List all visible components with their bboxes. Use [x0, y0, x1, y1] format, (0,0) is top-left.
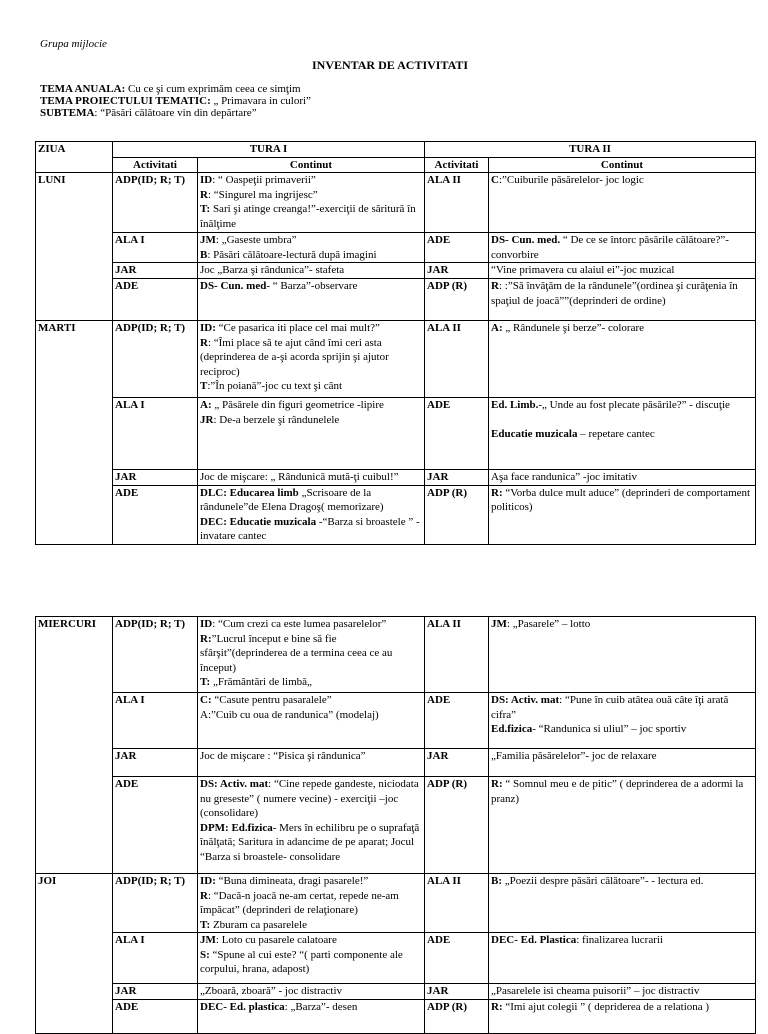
content-shift2: [489, 279, 756, 321]
content-key: Ed.fizica: [491, 723, 533, 736]
content-shift2: [489, 777, 756, 874]
activity-row: [36, 321, 756, 398]
content-line: [200, 889, 422, 918]
content-shift1: [198, 470, 425, 486]
annual-theme-label: TEMA ANUALA:: [40, 83, 126, 96]
content-text: “Casute pentru pasaralele”: [211, 694, 332, 706]
content-line: [491, 470, 753, 485]
annual-theme: [40, 83, 740, 95]
content-key: R:: [491, 778, 503, 790]
content-text: : “Cum crezi ca este lumea pasarelelor”: [212, 618, 387, 630]
content-shift1: [198, 173, 425, 233]
content-text: : “Pune în cuib atâtea ouă câte îţi arată cifra”: [491, 694, 729, 721]
day-cell: LUNI: [36, 173, 113, 321]
content-key: DPM: Ed.fizica: [200, 821, 273, 834]
activity-row: [36, 693, 756, 749]
activity-type-shift1: JAR: [113, 470, 198, 486]
content-text: Zburam ca pasarelele: [210, 918, 307, 931]
content-line: [491, 1000, 753, 1015]
content-line: [491, 749, 753, 764]
content-text: : “Cine repede gandeste, niciodata nu greseste” ( numere vecine) - exerciţii –joc (consolidare): [200, 778, 419, 820]
content-line: [200, 749, 422, 764]
activity-type-shift1: ADE: [113, 279, 198, 321]
content-key: DEC- Ed. plastica: [200, 1000, 285, 1013]
content-key: DEC- Ed. Plastica: [491, 934, 577, 947]
content-shift2: [489, 398, 756, 470]
content-shift2: [489, 173, 756, 233]
content-shift2: [489, 485, 756, 544]
content-key: R: [491, 280, 499, 293]
content-line: [200, 821, 422, 865]
content-shift1: [198, 485, 425, 544]
content-text: : finalizarea lucrarii: [576, 934, 663, 947]
content-key: DS: Activ. mat: [200, 778, 269, 790]
content-header: Continut: [489, 157, 756, 173]
content-line: [200, 413, 422, 428]
content-line: [200, 486, 422, 515]
content-key: C:: [200, 694, 212, 706]
content-text: „Zboară, zboară” - joc distractiv: [200, 985, 343, 998]
content-text: “Spune al cui este? “( parti componente ale corpului, hrana, adapost): [200, 948, 403, 976]
content-text: „Familia păsărelelor”- joc de relaxare: [491, 750, 657, 762]
activity-type-shift2: ADP (R): [425, 777, 489, 874]
content-key: C: [491, 174, 499, 187]
content-line: [200, 233, 422, 248]
content-key: JM: [200, 234, 216, 247]
content-text: : „Pasarele” – lotto: [506, 618, 591, 630]
activity-type-shift1: JAR: [113, 263, 198, 279]
activity-type-shift2: ADE: [425, 693, 489, 749]
content-shift1: [198, 233, 425, 263]
activities-table-1: [35, 141, 756, 545]
shift2-header: TURA II: [425, 142, 756, 158]
content-line: [491, 413, 753, 428]
content-line: [200, 948, 422, 977]
content-text: A:”Cuib cu oua de randunica” (modelaj): [200, 708, 379, 721]
content-text: :”În poiană”-joc cu text şi cânt: [207, 380, 343, 393]
activity-row: [36, 874, 756, 933]
content-line: [200, 173, 422, 188]
activity-row: [36, 984, 756, 1000]
activity-row: [36, 173, 756, 233]
content-key: B:: [491, 875, 502, 887]
content-line: [200, 202, 422, 231]
content-text: „Scrisoare de la rândunele”de Elena Dragoş( memorizare): [200, 486, 384, 514]
annual-theme-value: Cu ce şi cum exprimăm ceea ce simţim: [125, 83, 301, 96]
content-text: Aşa face randunica” -joc imitativ: [491, 471, 637, 484]
content-shift2: [489, 999, 756, 1033]
shift1-header: TURA I: [113, 142, 425, 158]
content-line: [491, 617, 753, 632]
content-shift1: [198, 777, 425, 874]
content-key: JM: [200, 934, 216, 947]
content-line: [491, 321, 753, 336]
content-text: “ De ce se întorc păsările călătoare?”- convorbire: [491, 234, 729, 261]
content-key: ID: [200, 618, 213, 630]
content-text: ”Lucrul început e bine să fie sfârşit”(deprinderea de a termina ceea ce au început): [200, 632, 393, 674]
activity-type-shift1: ADP(ID; R; T): [113, 321, 198, 398]
content-shift1: [198, 398, 425, 470]
content-line: [200, 984, 422, 999]
content-text: : De-a berzele şi rândunelele: [213, 413, 340, 426]
content-text: : “ Oaspeţii primaverii”: [212, 174, 316, 187]
content-text: : „Barza”- desen: [284, 1000, 358, 1013]
content-key: S:: [200, 948, 210, 961]
content-key: R: [200, 336, 208, 349]
activity-type-shift1: ADP(ID; R; T): [113, 617, 198, 693]
content-line: [200, 632, 422, 676]
content-text: “Ce pasarica iti place cel mai mult?”: [215, 322, 380, 335]
content-line: [491, 427, 753, 442]
project-theme: [40, 95, 740, 107]
activities-header: Activitati: [113, 157, 198, 173]
content-text: : “Dacă-n joacă ne-am certat, repede ne-am împăcat” (deprinderi de relaţionare): [200, 889, 399, 917]
activity-type-shift2: ADP (R): [425, 485, 489, 544]
content-shift2: [489, 263, 756, 279]
content-key: DS- Cun. med: [200, 280, 267, 293]
content-shift2: [489, 984, 756, 1000]
content-key: DLC: Educarea limb: [200, 486, 299, 499]
day-cell: MIERCURI: [36, 617, 113, 874]
subtheme: [40, 107, 740, 119]
activity-type-shift2: JAR: [425, 470, 489, 486]
activity-type-shift1: JAR: [113, 749, 198, 777]
content-text: “Buna dimineata, dragi pasarele!”: [215, 875, 369, 887]
content-text: Joc de mişcare : “Pisica şi rândunica”: [200, 750, 366, 762]
day-header: ZIUA: [36, 142, 113, 173]
content-key: A:: [491, 322, 503, 335]
activity-row: [36, 777, 756, 874]
activity-type-shift1: ADE: [113, 485, 198, 544]
activity-type-shift2: JAR: [425, 749, 489, 777]
content-text: “Vorba dulce mult aduce” (deprinderi de comportament politicos): [491, 486, 751, 514]
content-shift1: [198, 263, 425, 279]
project-theme-label: TEMA PROIECTULUI TEMATIC:: [40, 95, 211, 108]
content-line: [200, 708, 422, 723]
content-text: “Vine primavera cu alaiul ei”-joc muzical: [491, 264, 675, 277]
content-key: Educatie muzicala: [491, 428, 578, 441]
content-shift2: [489, 693, 756, 749]
activity-row: [36, 485, 756, 544]
content-shift1: [198, 749, 425, 777]
activity-row: [36, 933, 756, 984]
activity-type-shift1: JAR: [113, 984, 198, 1000]
activity-type-shift2: ADP (R): [425, 999, 489, 1033]
content-text: “Imi ajut colegii ” ( depriderea de a relationa ): [502, 1000, 710, 1013]
content-text: „Poezii despre păsări călătoare”- - lectura ed.: [502, 875, 704, 887]
content-key: JM: [491, 618, 507, 630]
content-line: [200, 188, 422, 203]
activity-row: [36, 470, 756, 486]
content-line: [491, 777, 753, 806]
content-shift1: [198, 933, 425, 984]
content-line: [491, 486, 753, 515]
content-text: - “Randunica si uliul” – joc sportiv: [532, 723, 687, 736]
content-key: T:: [200, 676, 211, 689]
content-key: T:: [200, 918, 211, 931]
content-key: ID: [200, 174, 213, 187]
content-key: R:: [491, 1000, 503, 1013]
activity-row: [36, 749, 756, 777]
content-text: : Păsări călătoare-lectură după imagini: [207, 248, 377, 261]
content-line: [491, 984, 753, 999]
content-key: R:: [491, 486, 503, 499]
activity-type-shift1: ALA I: [113, 933, 198, 984]
content-shift1: [198, 874, 425, 933]
activity-row: [36, 279, 756, 321]
content-line: [200, 321, 422, 336]
content-line: [491, 398, 753, 413]
activity-row: [36, 617, 756, 693]
activity-type-shift1: ADP(ID; R; T): [113, 874, 198, 933]
content-line: [200, 379, 422, 394]
group-label: Grupa mijlocie: [40, 38, 107, 50]
content-shift1: [198, 321, 425, 398]
content-line: [200, 777, 422, 821]
content-shift2: [489, 617, 756, 693]
content-line: [491, 233, 753, 262]
content-line: [200, 263, 422, 278]
content-text: -„ Unde au fost plecate păsările?” - discuţie: [538, 399, 730, 412]
content-text: „Frământări de limbă„: [210, 676, 312, 689]
content-key: B: [200, 248, 208, 261]
content-line: [200, 336, 422, 380]
activity-row: [36, 263, 756, 279]
content-shift2: [489, 470, 756, 486]
content-key: DS: Activ. mat: [491, 694, 560, 706]
content-line: [200, 470, 422, 485]
activity-type-shift2: ADE: [425, 398, 489, 470]
activities-header: Activitati: [425, 157, 489, 173]
content-shift1: [198, 999, 425, 1033]
content-line: [200, 933, 422, 948]
content-key: ID:: [200, 875, 216, 887]
content-line: [200, 675, 422, 690]
content-key: A:: [200, 399, 212, 412]
content-shift2: [489, 233, 756, 263]
activity-type-shift2: JAR: [425, 984, 489, 1000]
content-text: „ Păsărele din figuri geometrice -lipire: [211, 399, 384, 412]
content-text: : “Singurel ma ingrijesc”: [207, 188, 318, 201]
content-line: [200, 515, 422, 544]
content-key: DS- Cun. med.: [491, 234, 561, 247]
content-text: „Pasarelele isi cheama puisorii” – joc distractiv: [491, 985, 700, 998]
content-shift2: [489, 933, 756, 984]
content-key: ID:: [200, 322, 216, 335]
activities-table-2: [35, 616, 756, 1034]
content-header: Continut: [198, 157, 425, 173]
content-text: - “ Barza”-observare: [266, 280, 358, 293]
subtheme-value: : “Păsări călătoare vin din depărtare”: [94, 107, 257, 120]
content-key: DEC: Educatie muzicala: [200, 515, 317, 528]
content-key: T: [200, 380, 208, 393]
content-line: [200, 874, 422, 889]
content-text: „ Rândunele şi berze”- colorare: [502, 322, 645, 335]
content-key: T:: [200, 203, 211, 216]
day-cell: JOI: [36, 874, 113, 1034]
activity-type-shift2: ADE: [425, 933, 489, 984]
content-shift1: [198, 693, 425, 749]
day-cell: MARTI: [36, 321, 113, 545]
subtheme-label: SUBTEMA: [40, 107, 95, 120]
activity-type-shift2: ALA II: [425, 874, 489, 933]
document-title: INVENTAR DE ACTIVITATI: [311, 57, 469, 72]
activity-type-shift1: ADE: [113, 999, 198, 1033]
activity-type-shift1: ALA I: [113, 693, 198, 749]
content-line: [491, 693, 753, 722]
activity-type-shift2: ALA II: [425, 617, 489, 693]
theme-block: [40, 83, 740, 119]
activity-type-shift1: ALA I: [113, 233, 198, 263]
content-line: [200, 693, 422, 708]
activity-type-shift2: ALA II: [425, 173, 489, 233]
content-text: -“Barza si broastele ” - invatare cantec: [200, 515, 420, 543]
content-line: [491, 173, 753, 188]
activity-type-shift1: ADP(ID; R; T): [113, 173, 198, 233]
content-text: - Mers în echilibru pe o suprafaţă înălţată; Saritura in adancime de pe aparat; Jocul “Barza si broastele- consolidare: [200, 821, 420, 863]
content-line: [491, 722, 753, 737]
content-text: Joc „Barza şi rândunica”- stafeta: [200, 264, 345, 277]
content-text: Joc de mişcare: „ Rândunică mută-ţi cuibul!”: [200, 471, 399, 484]
content-key: Ed. Limb.: [491, 399, 539, 412]
activity-type-shift2: ADE: [425, 233, 489, 263]
activity-row: [36, 398, 756, 470]
content-text: Sari şi atinge creanga!”-exerciţii de săritură în înălţime: [200, 203, 416, 230]
activity-type-shift2: ALA II: [425, 321, 489, 398]
content-key: R: [200, 889, 208, 902]
content-key: JR: [200, 413, 214, 426]
content-line: [200, 918, 422, 933]
content-text: : „Gaseste umbra”: [215, 234, 297, 247]
content-shift1: [198, 617, 425, 693]
content-text: “ Somnul meu e de pitic” ( deprinderea de a adormi la pranz): [491, 778, 744, 805]
project-theme-value: „ Primavara in culori”: [210, 95, 311, 108]
document-header: [40, 37, 740, 119]
content-key: R: [200, 188, 208, 201]
content-line: [200, 279, 422, 294]
content-line: [200, 1000, 422, 1015]
content-text: – repetare cantec: [577, 428, 655, 441]
activity-type-shift2: JAR: [425, 263, 489, 279]
activity-type-shift1: ADE: [113, 777, 198, 874]
content-shift1: [198, 984, 425, 1000]
content-line: [491, 263, 753, 278]
content-shift2: [489, 321, 756, 398]
content-line: [200, 398, 422, 413]
content-line: [491, 279, 753, 308]
content-shift1: [198, 279, 425, 321]
content-line: [491, 874, 753, 889]
content-text: : :”Să învăţăm de la rândunele”(ordinea şi curăţenia în spaţiul de joacă””(deprinderi de ordine): [491, 280, 738, 307]
content-shift2: [489, 749, 756, 777]
activity-row: [36, 233, 756, 263]
content-text: : “Îmi place să te ajut când îmi ceri asta (deprinderea de a-şi acorda sprijin şi ajutor reciproc): [200, 336, 389, 378]
activity-row: [36, 999, 756, 1033]
content-line: [200, 248, 422, 263]
content-text: : Loto cu pasarele calatoare: [215, 934, 337, 947]
content-shift2: [489, 874, 756, 933]
activity-type-shift2: ADP (R): [425, 279, 489, 321]
content-text: :”Cuiburile păsărelelor- joc logic: [498, 174, 644, 187]
content-key: R:: [200, 632, 212, 645]
content-line: [491, 933, 753, 948]
content-line: [200, 617, 422, 632]
activity-type-shift1: ALA I: [113, 398, 198, 470]
